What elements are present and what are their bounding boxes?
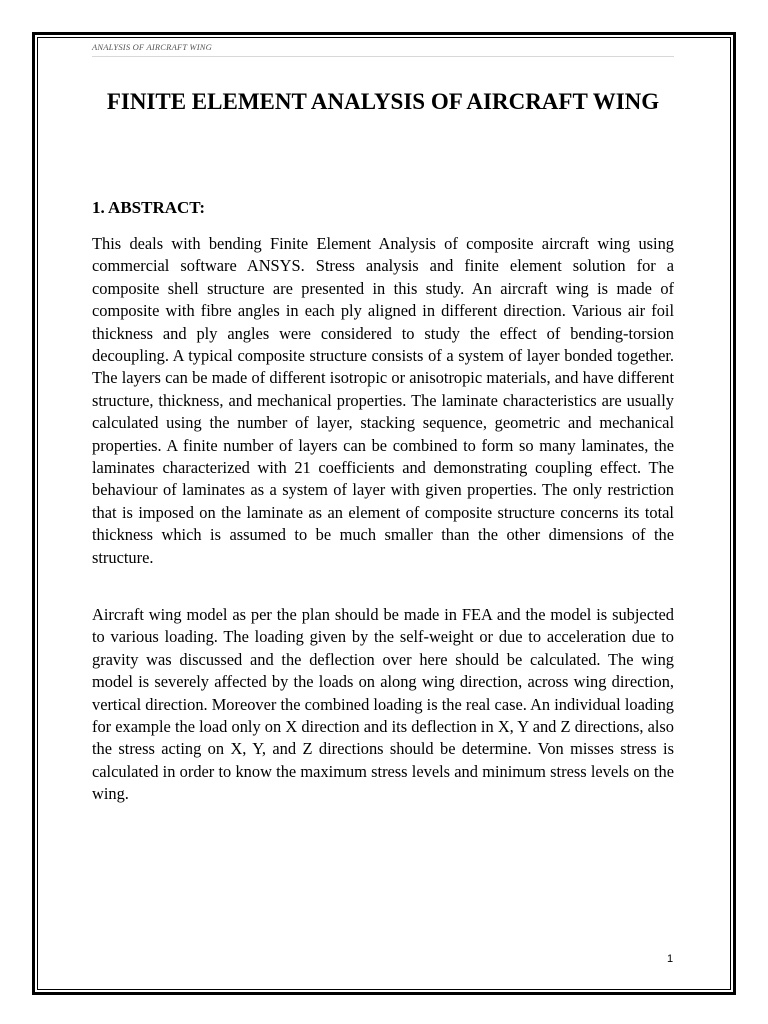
document-title: FINITE ELEMENT ANALYSIS OF AIRCRAFT WING (106, 89, 660, 114)
header-rule (92, 56, 674, 57)
page-number: 1 (667, 953, 674, 965)
running-header: ANALYSIS OF AIRCRAFT WING (92, 42, 212, 52)
abstract-paragraph-2: Aircraft wing model as per the plan should be made in FEA and the model is subjected to various loading. The loading given by the self-weight or due to acceleration due to gravity was discussed and the deflection over here should be calculated. The wing model is severely affected by the loads on along wing direction, across wing direction, vertical direction. Moreover the combined loading is the real case. An individual loading for example the load only on X direction and its deflection in X, Y and Z directions, also the stress acting on X, Y, and Z directions should be determine. Von misses stress is calculated in order to know the maximum stress levels and minimum stress levels on the wing. (92, 605, 674, 804)
abstract-paragraph-1: This deals with bending Finite Element Analysis of composite aircraft wing using commercial software ANSYS. Stress analysis and finite element solution for a composite shell structure are presented in this study. An aircraft wing is made of composite with fibre angles in each ply aligned in different direction. Various air foil thickness and ply angles were considered to study the effect of bending-torsion decoupling. A typical composite structure consists of a system of layer bonded together. The layers can be made of different isotropic or anisotropic materials, and have different structure, thickness, and mechanical properties. The laminate characteristics are usually calculated using the number of layer, stacking sequence, geometric and mechanical properties. A finite number of layers can be combined to form so many laminates, the laminates characterized with 21 coefficients and demonstrating coupling effect. The behaviour of laminates as a system of layer with given properties. The only restriction that is imposed on the laminate as an element of composite structure concerns its total thickness which is assumed to be much smaller than the other dimensions of the structure. (92, 234, 674, 567)
section-heading-abstract: 1. ABSTRACT: (92, 198, 206, 217)
